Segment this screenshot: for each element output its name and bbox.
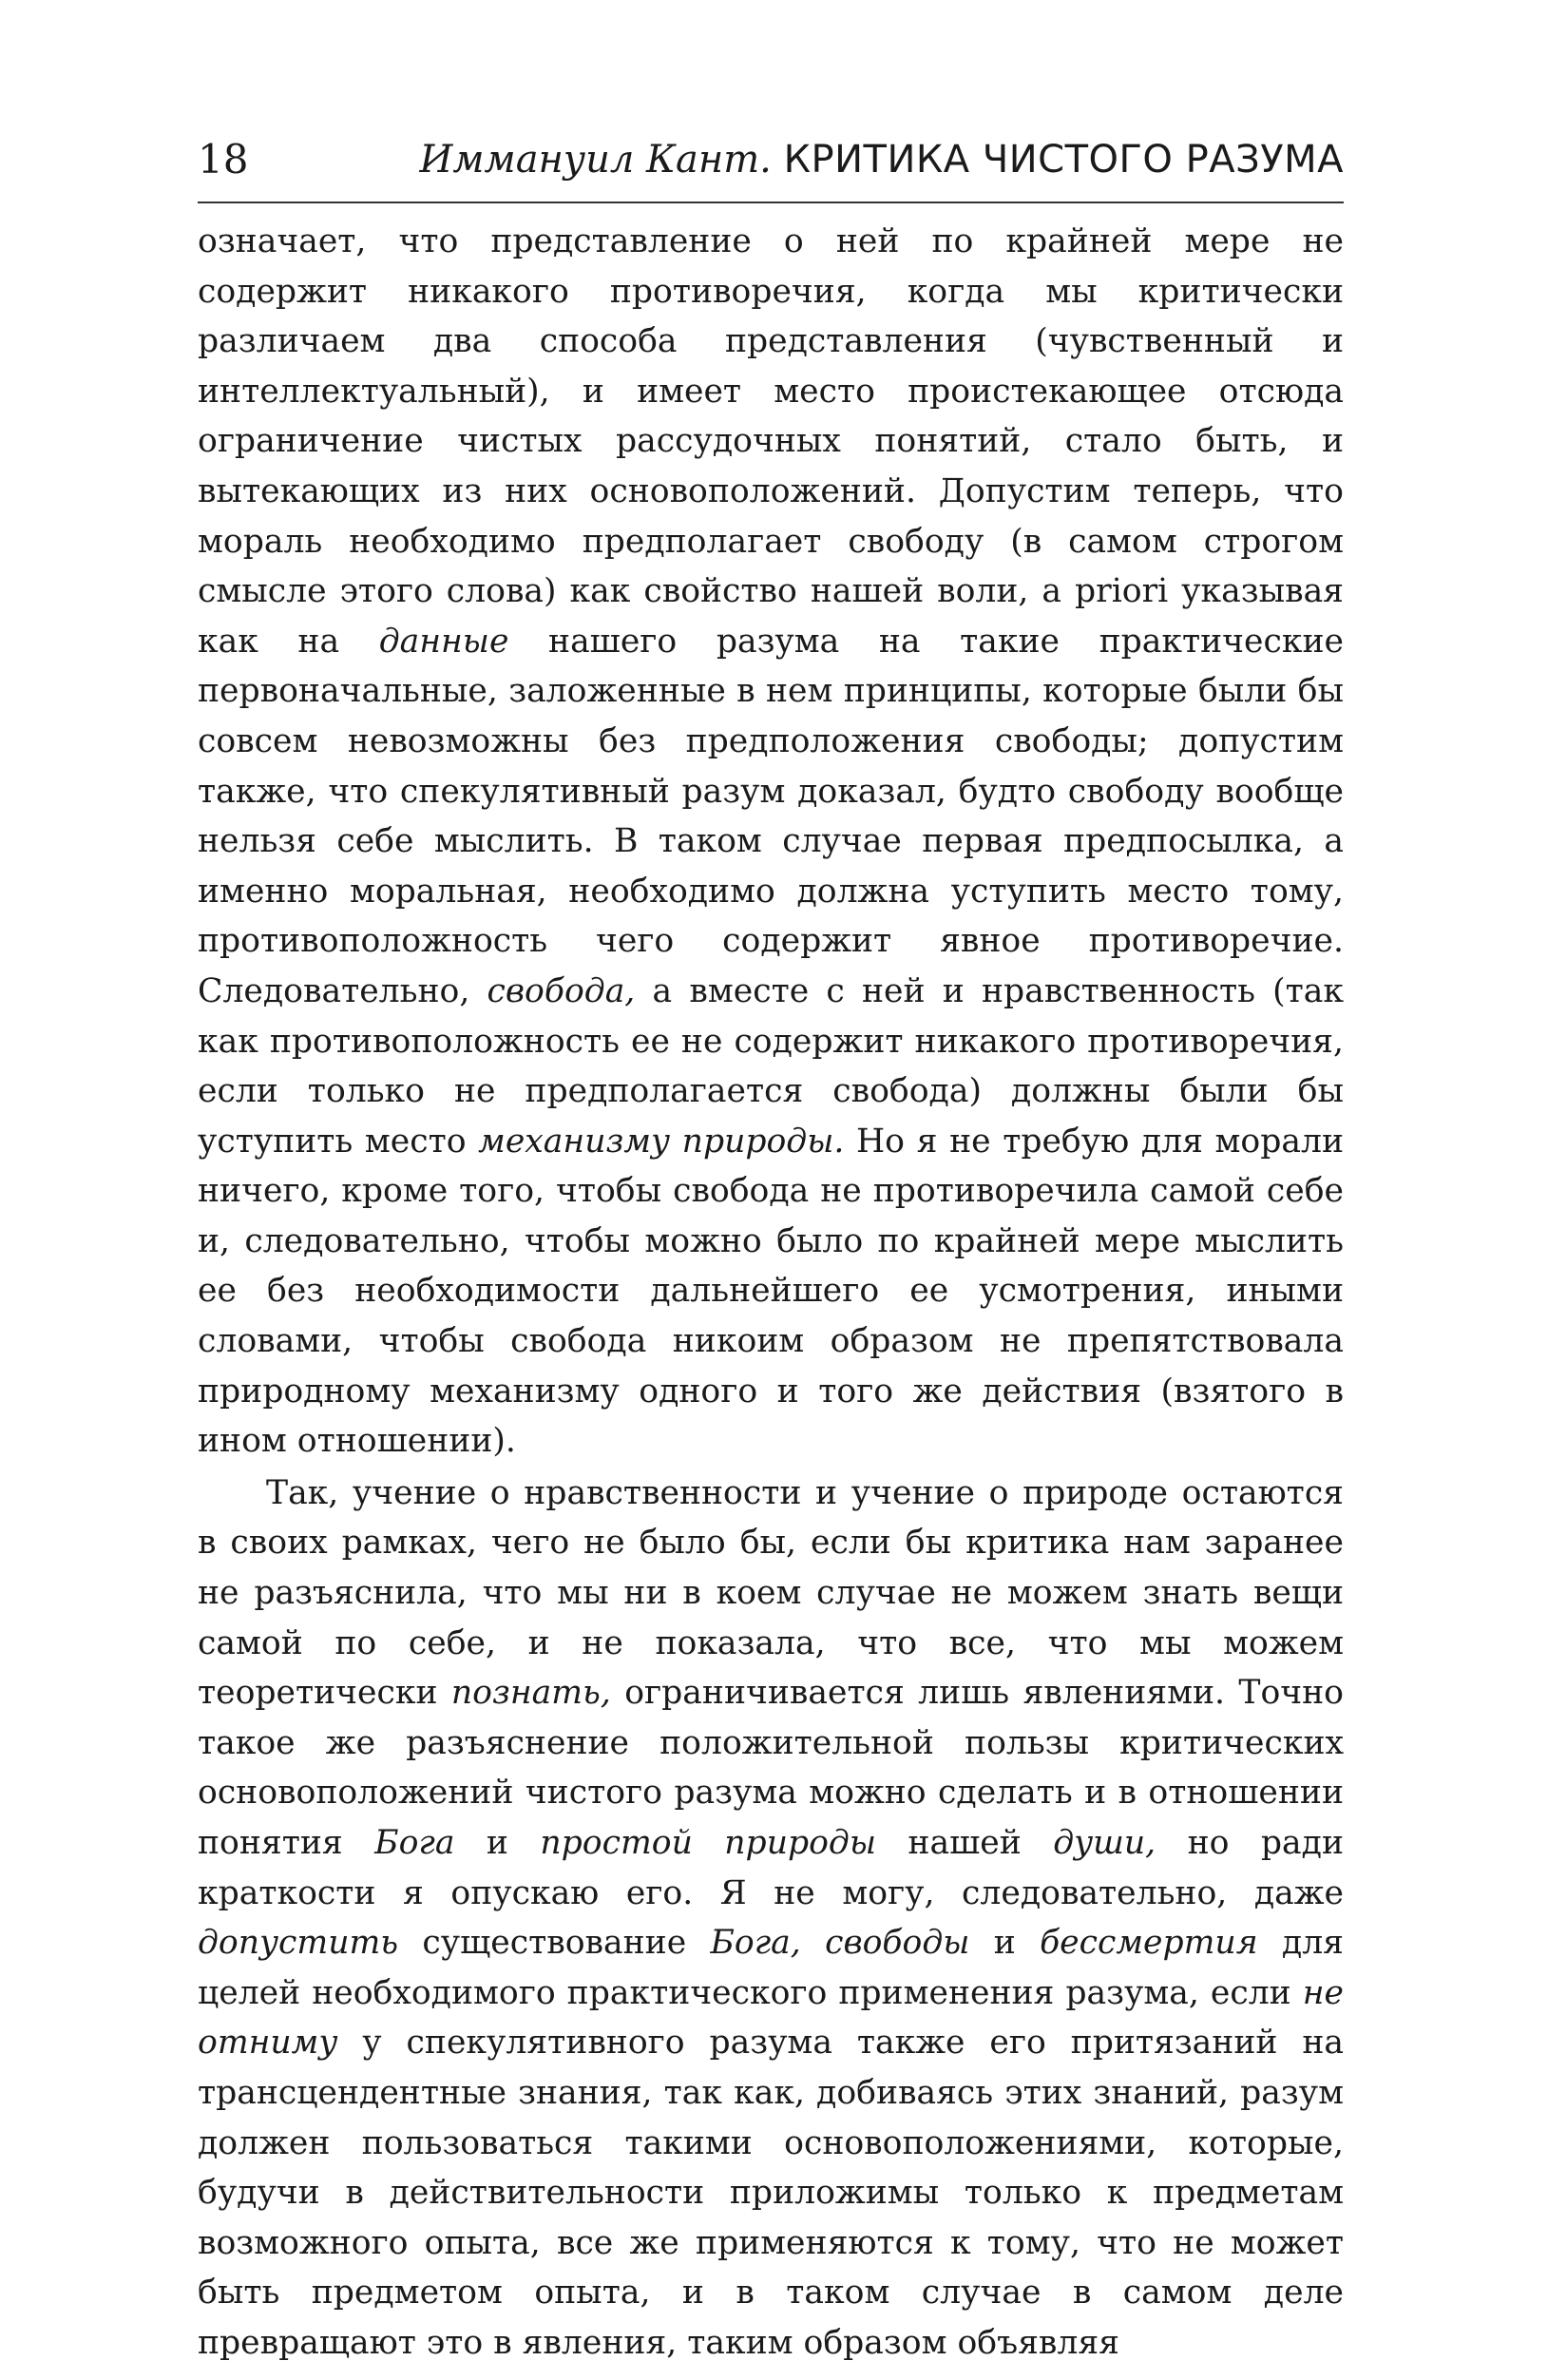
text-segment: Так, учение о нравственности и учение о природе остаются в своих рамках, чего не было бы, если бы критика нам заранее не разъяснила, что мы ни в коем случае не можем знать вещи самой по себе, и не показала, что все, что мы можем теоретически [198, 1473, 1344, 1713]
header-divider [198, 202, 1344, 203]
text-segment: нашей [876, 1824, 1054, 1862]
italic-text: души, [1053, 1824, 1156, 1862]
italic-text: Бога, свободы [710, 1924, 970, 1963]
text-segment: означает, что представление о ней по крайней мере не содержит никакого противоречия, когда мы критически различаем два способа представления (чувственный и интеллектуальный), и имеет место проистекающее отсюда ограничение чистых рассудочных понятий, стало быть, и вытекающих из них основоположений. Допустим теперь, что мораль необходимо предполагает свободу (в самом строгом смысле этого слова) как свойство нашей воли, a priori указывая как на [198, 222, 1344, 661]
italic-text: Бога [374, 1824, 455, 1862]
running-title [419, 131, 1344, 188]
italic-text: простой природы [540, 1824, 876, 1862]
text-segment: а вместе с ней и нравственность (так как противоположность ее не содержит никакого противоречия, если только не предполагается свобода) должны были бы уступить место [198, 971, 1345, 1161]
running-head [198, 131, 1344, 188]
page-number: 18 [198, 136, 249, 182]
text-segment: нашего разума на такие практические первоначальные, заложенные в нем принципы, которые были бы совсем невозможны без предположения свободы; допустим также, что спекулятивный разум доказал, будто свободу вообще нельзя себе мыслить. В таком случае первая предпосылка, а именно моральная, необходимо должна уступить место тому, противоположность чего содержит явное противоречие. Следовательно, [198, 622, 1344, 1010]
body-text [198, 217, 1344, 2369]
italic-text: познать, [450, 1674, 611, 1713]
italic-text: бессмертия [1040, 1924, 1258, 1963]
text-segment: но ради краткости я опускаю его. Я не могу, следовательно, даже [198, 1824, 1344, 1912]
text-segment: для целей необходимого практического применения разума, если [198, 1924, 1344, 2012]
text-segment: существование [398, 1924, 711, 1963]
italic-text: допустить [198, 1924, 399, 1963]
paragraph [198, 1468, 1344, 2369]
italic-text: свобода, [487, 971, 636, 1010]
header-author: Иммануил Кант. [419, 138, 772, 182]
paragraph [198, 217, 1344, 1467]
italic-text: механизму природы. [478, 1122, 845, 1161]
book-page [198, 0, 1344, 2380]
italic-text: не отниму [198, 1973, 1344, 2063]
text-segment: у спекулятивного разума также его притязаний на трансцендентные знания, так как, добиваясь этих знаний, разум должен пользоваться такими основоположениями, которые, будучи в действительности приложимы только к предметам возможного опыта, все же применяются к тому, что не может быть предметом опыта, и в таком случае в самом деле превращают это в явления, таким образом объявляя [198, 2024, 1344, 2362]
text-segment: ограничивается лишь явлениями. Точно такое же разъяснение положительной пользы критических основоположений чистого разума можно сделать и в отношении понятия [198, 1674, 1344, 1862]
text-segment: Но я не требую для морали ничего, кроме того, чтобы свобода не противоречила самой себе и, следовательно, чтобы можно было по крайней мере мыслить ее без необходимости дальнейшего ее усмотрения, иными словами, чтобы свобода никоим образом не препятствовала природному механизму одного и того же действия (взятого в ином отношении). [198, 1122, 1344, 1461]
italic-text: данные [378, 622, 509, 661]
header-book-title: КРИТИКА ЧИСТОГО РАЗУМА [783, 138, 1344, 182]
text-segment: и [454, 1824, 541, 1862]
text-segment: и [969, 1924, 1041, 1963]
